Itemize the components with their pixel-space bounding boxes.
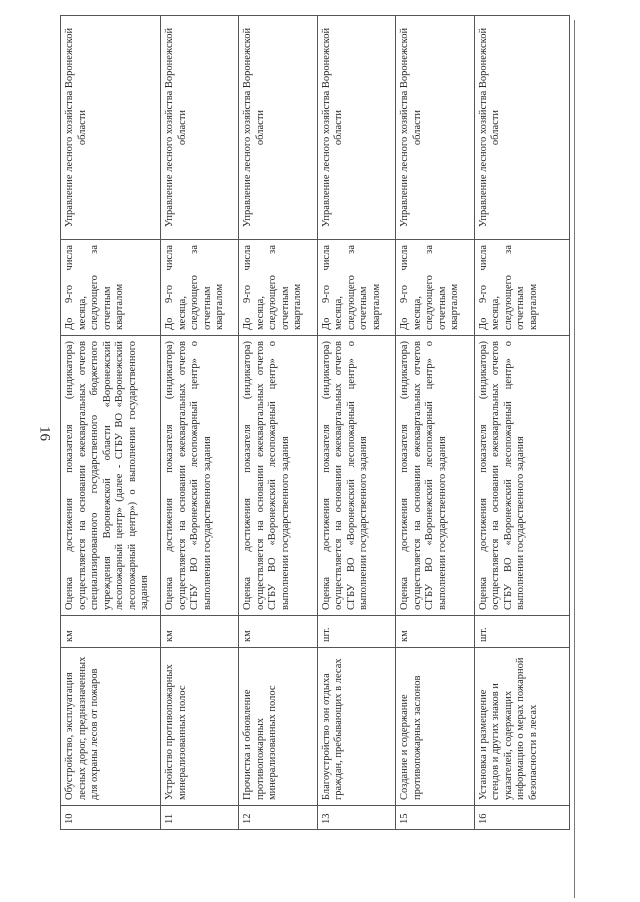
row-number: 12: [239, 806, 317, 830]
work-name: Обустройство, эксплуатация лесных дорог, предназначенных для охраны лесов от пожаров: [61, 648, 161, 806]
table-row: [61, 16, 161, 830]
responsible-org: Управление лесного хозяйства Воронежской области: [474, 16, 569, 240]
responsible-org: Управление лесного хозяйства Воронежской области: [161, 16, 239, 240]
reporting-term: До 9-го числа месяца, следующего за отчетным кварталом: [161, 240, 239, 336]
scan-edge-line: [574, 20, 575, 898]
work-name: Прочистка и обновление противопожарных минерализованных полос: [239, 648, 317, 806]
responsible-org: Управление лесного хозяйства Воронежской области: [239, 16, 317, 240]
unit: км: [61, 616, 161, 648]
rotated-table-wrapper: [60, 16, 570, 830]
method-description: Оценка достижения показателя (индикатора) осуществляется на основании ежеквартальных отчетов СГБУ ВО «Воронежский лесопожарный центр» о выполнении государственного задания: [396, 336, 474, 616]
row-number: 13: [317, 806, 395, 830]
reporting-term: До 9-го числа месяца, следующего за отчетным кварталом: [474, 240, 569, 336]
row-number: 11: [161, 806, 239, 830]
responsible-org: Управление лесного хозяйства Воронежской области: [396, 16, 474, 240]
page-number: 16: [36, 426, 53, 441]
row-number: 16: [474, 806, 569, 830]
reporting-term: До 9-го числа месяца, следующего за отчетным кварталом: [61, 240, 161, 336]
unit: км: [161, 616, 239, 648]
reporting-term: До 9-го числа месяца, следующего за отчетным кварталом: [239, 240, 317, 336]
method-description: Оценка достижения показателя (индикатора) осуществляется на основании ежеквартальных отчетов СГБУ ВО «Воронежский лесопожарный центр» о выполнении государственного задания: [317, 336, 395, 616]
table-row: [239, 16, 317, 830]
unit: км: [239, 616, 317, 648]
table-row: [161, 16, 239, 830]
method-description: Оценка достижения показателя (индикатора) осуществляется на основании ежеквартальных отчетов СГБУ ВО «Воронежский лесопожарный центр» о выполнении государственного задания: [239, 336, 317, 616]
unit: шт.: [317, 616, 395, 648]
unit: км: [396, 616, 474, 648]
work-name: Создание и содержание противопожарных заслонов: [396, 648, 474, 806]
work-name: Устройство противопожарных минерализованных полос: [161, 648, 239, 806]
work-name: Благоустройство зон отдыха граждан, пребывающих в лесах: [317, 648, 395, 806]
work-name: Установка и размещение стендов и других знаков и указателей, содержащих информацию о мерах пожарной безопасности в лесах: [474, 648, 569, 806]
responsible-org: Управление лесного хозяйства Воронежской области: [61, 16, 161, 240]
indicator-table: [60, 15, 570, 830]
reporting-term: До 9-го числа месяца, следующего за отчетным кварталом: [396, 240, 474, 336]
unit: шт.: [474, 616, 569, 648]
responsible-org: Управление лесного хозяйства Воронежской области: [317, 16, 395, 240]
reporting-term: До 9-го числа месяца, следующего за отчетным кварталом: [317, 240, 395, 336]
method-description: Оценка достижения показателя (индикатора) осуществляется на основании ежеквартальных отчетов специализированного государственного бюджетного учреждения Воронежской области «Воронежский лесопожарный центр» (далее - СГБУ ВО «Воронежский лесопожарный центр») о выполнении государственного задания: [61, 336, 161, 616]
row-number: 10: [61, 806, 161, 830]
table-row: [474, 16, 569, 830]
method-description: Оценка достижения показателя (индикатора) осуществляется на основании ежеквартальных отчетов СГБУ ВО «Воронежский лесопожарный центр» о выполнении государственного задания: [161, 336, 239, 616]
table-row: [317, 16, 395, 830]
method-description: Оценка достижения показателя (индикатора) осуществляется на основании ежеквартальных отчетов СГБУ ВО «Воронежский лесопожарный центр» о выполнении государственного задания: [474, 336, 569, 616]
table-row: [396, 16, 474, 830]
row-number: 15: [396, 806, 474, 830]
